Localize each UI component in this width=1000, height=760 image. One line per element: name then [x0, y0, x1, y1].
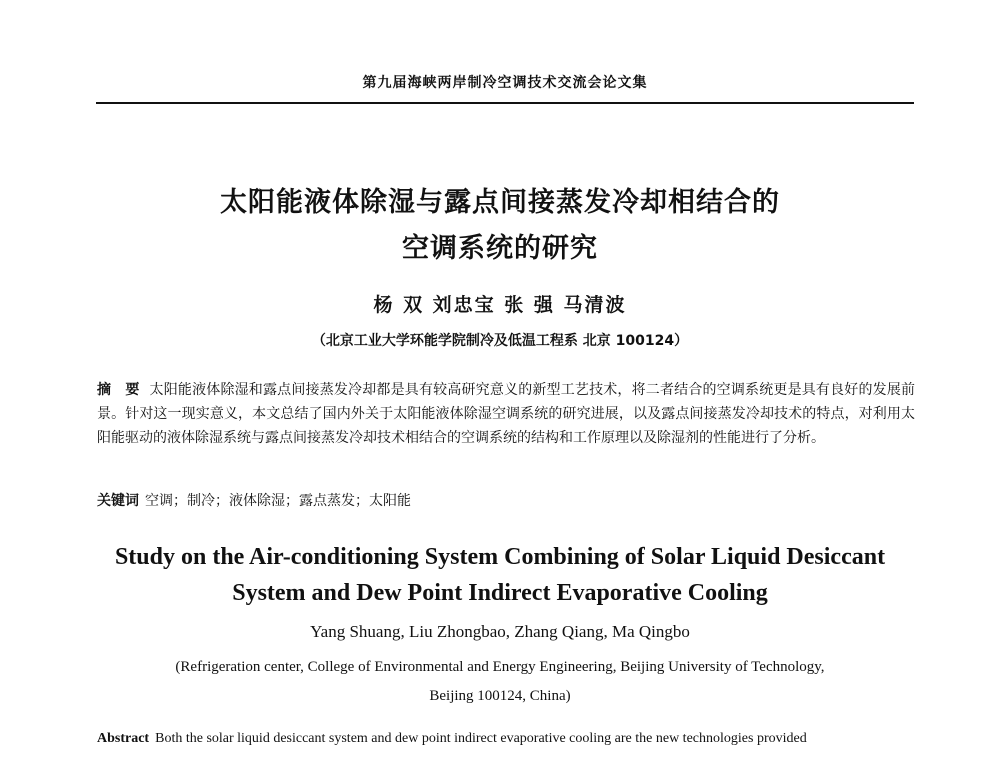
chinese-abstract-label: 摘 要 — [97, 382, 140, 398]
english-abstract — [97, 729, 915, 749]
english-authors: Yang Shuang, Liu Zhongbao, Zhang Qiang, Ma Qingbo — [310, 622, 690, 641]
chinese-keywords-text: 空调；制冷；液体除湿；露点蒸发；太阳能 — [145, 493, 411, 509]
chinese-abstract — [97, 378, 915, 450]
english-title-line-2: System and Dew Point Indirect Evaporative Cooling — [232, 580, 768, 606]
chinese-authors: 杨 双 刘忠宝 张 强 马清波 — [373, 294, 627, 316]
chinese-title-line-2: 空调系统的研究 — [402, 233, 598, 264]
english-abstract-label: Abstract — [97, 731, 150, 746]
chinese-keywords — [97, 489, 915, 513]
header-rule — [96, 102, 914, 104]
chinese-title-line-1: 太阳能液体除湿与露点间接蒸发冷却相结合的 — [220, 187, 780, 218]
chinese-affiliation: （北京工业大学环能学院制冷及低温工程系 北京 100124） — [311, 333, 689, 349]
chinese-abstract-text: 太阳能液体除湿和露点间接蒸发冷却都是具有较高研究意义的新型工艺技术，将二者结合的空调系统更是具有良好的发展前景。针对这一现实意义，本文总结了国内外关于太阳能液体除湿空调系统的研究进展，以及露点间接蒸发冷却技术的特点，对利用太阳能驱动的液体除湿系统与露点间接蒸发冷却技术相结合的空调系统的结构和工作原理以及除湿剂的性能进行了分析。 — [97, 382, 916, 446]
english-affiliation-line-1: (Refrigeration center, College of Environmental and Energy Engineering, Beijing University of Technology, — [175, 659, 825, 675]
english-affiliation-line-2: Beijing 100124, China) — [429, 688, 571, 704]
english-abstract-text: Both the solar liquid desiccant system and dew point indirect evaporative cooling are the new technologies provided — [155, 731, 807, 746]
chinese-keywords-label: 关键词 — [97, 493, 139, 509]
english-title-line-1: Study on the Air-conditioning System Combining of Solar Liquid Desiccant — [114, 544, 886, 570]
running-header: 第九届海峡两岸制冷空调技术交流会论文集 — [362, 75, 648, 91]
